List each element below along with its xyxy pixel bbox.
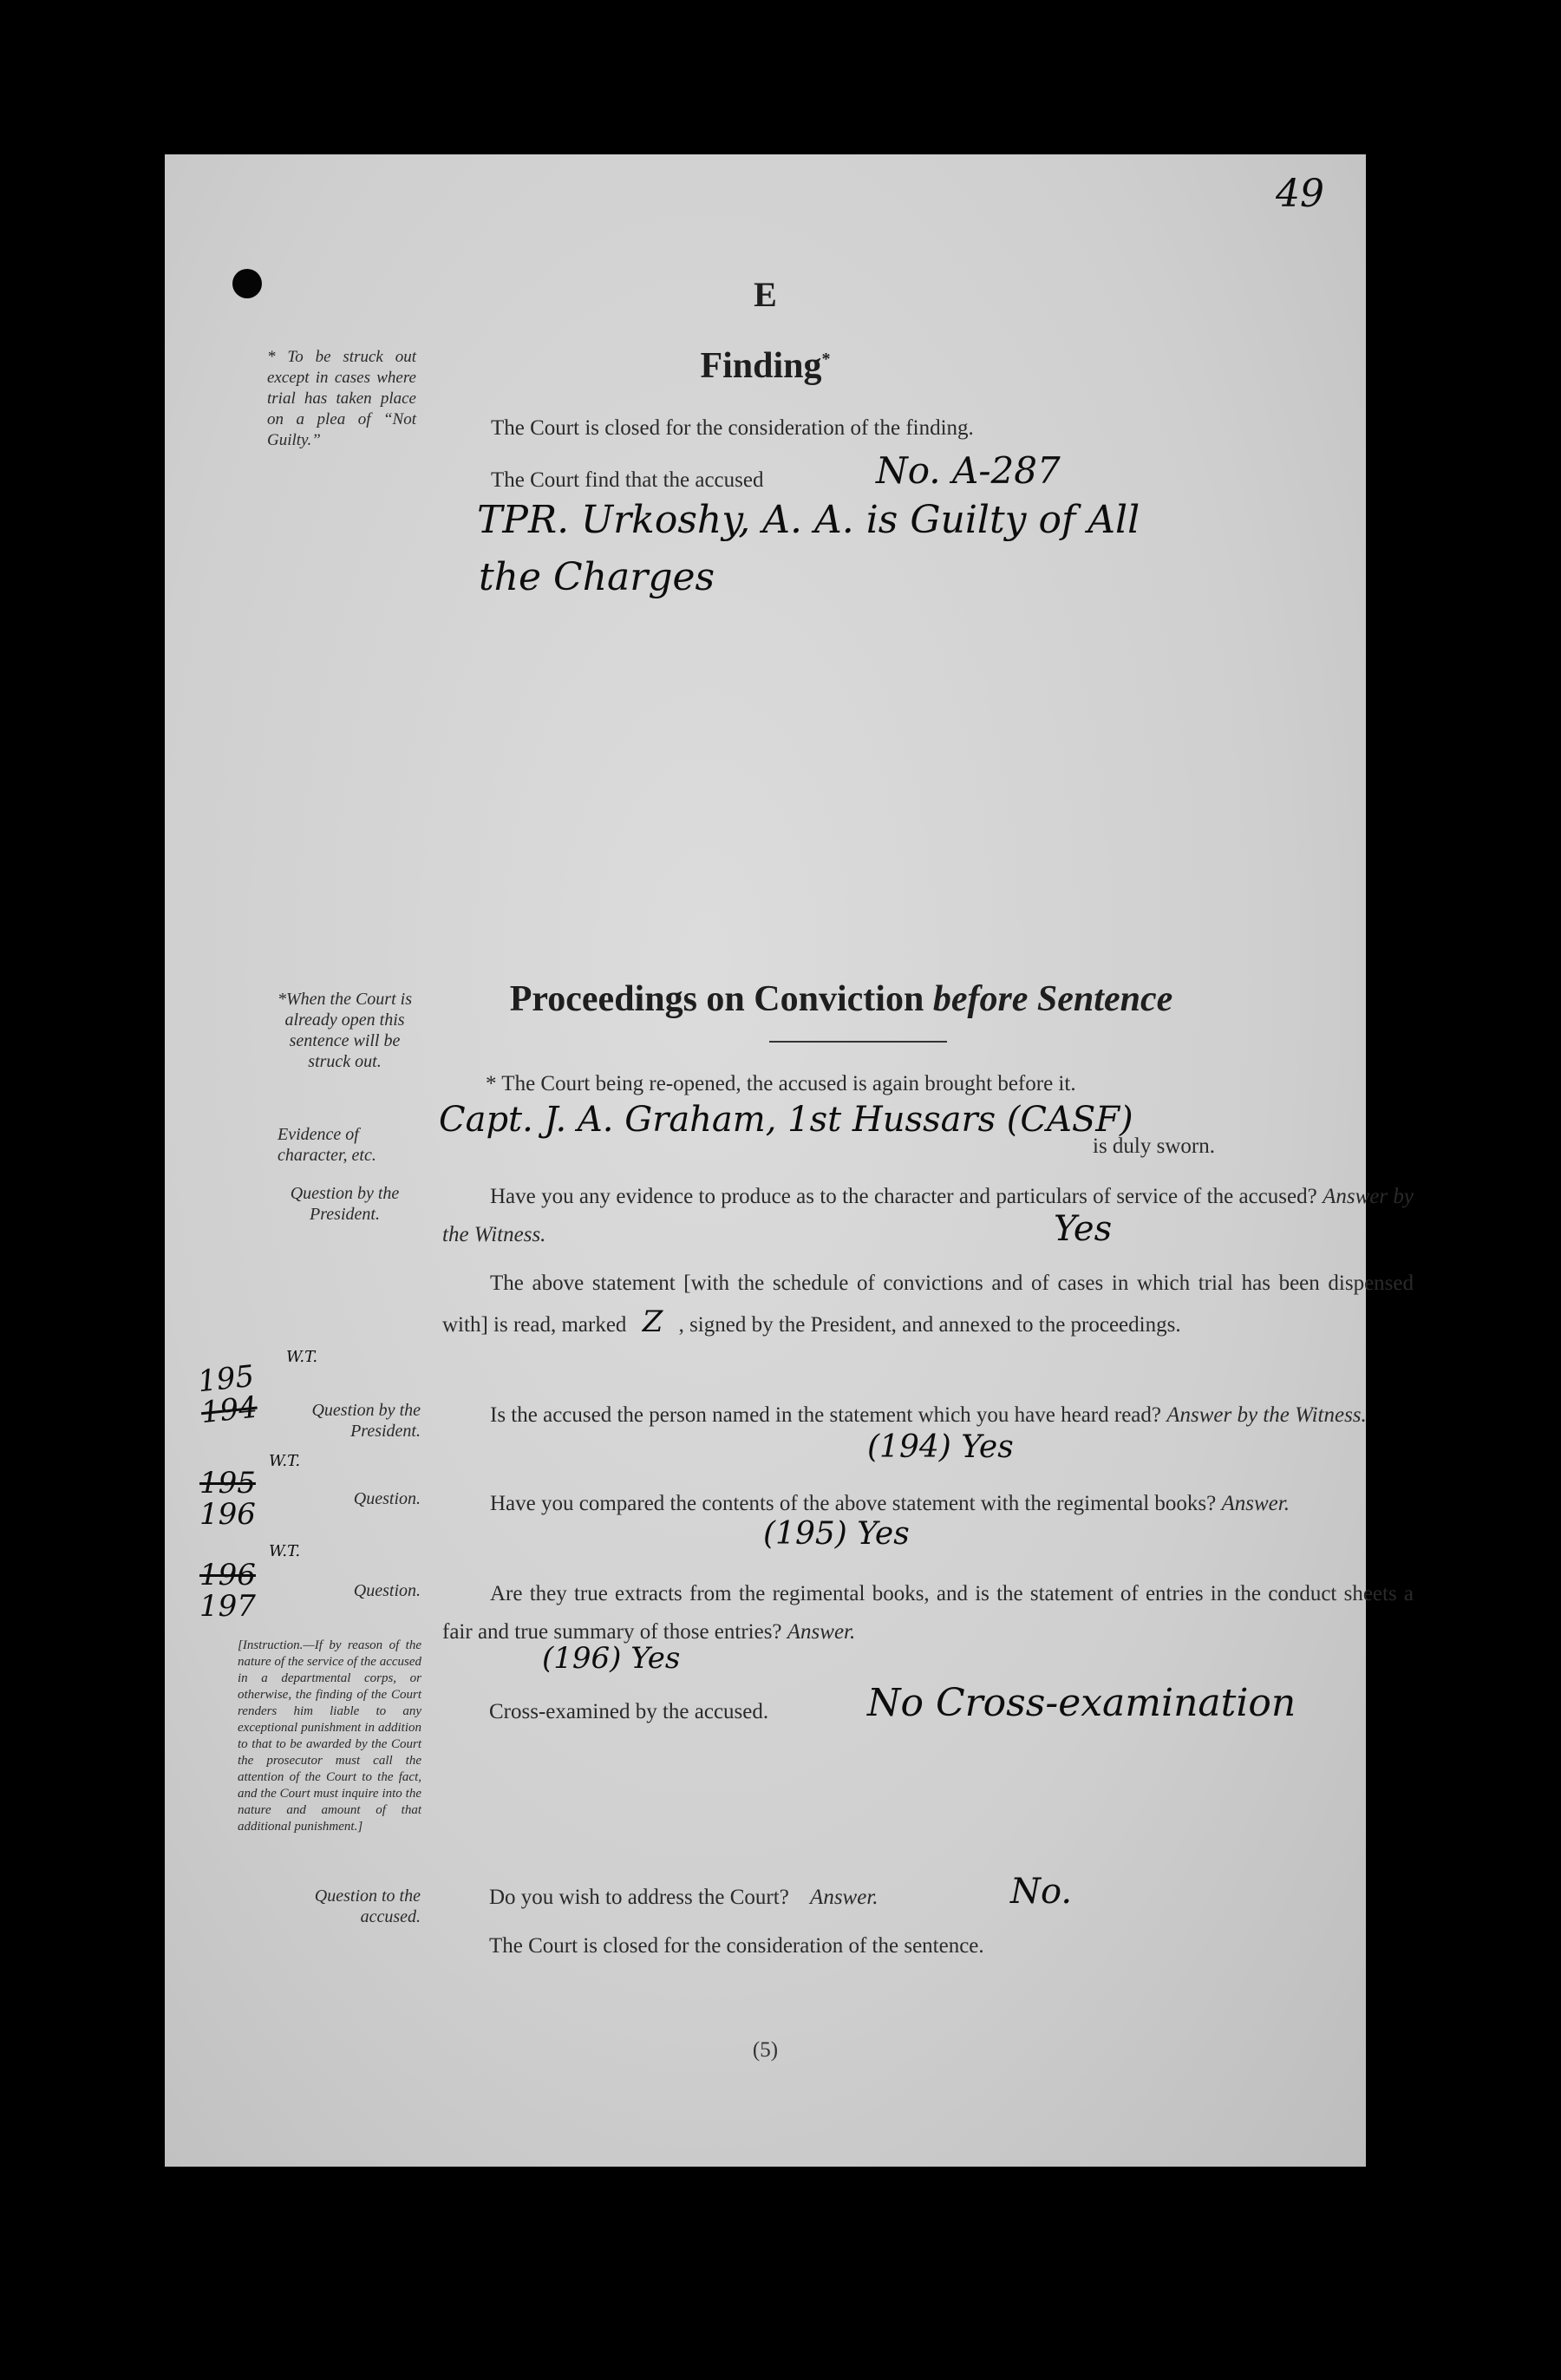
handwritten-finding-line-2: the Charges bbox=[479, 555, 715, 599]
finding-margin-note: * To be struck out except in cases where trial has taken place on a plea of “Not Guilty.” bbox=[267, 348, 416, 449]
margin-reopen-note: *When the Court is already open this sentence will be struck out. bbox=[278, 990, 412, 1071]
handwritten-page-number: 49 bbox=[1276, 172, 1324, 216]
handwritten-finding-line: TPR. Urkoshy, A. A. is Guilty of All bbox=[477, 498, 1140, 542]
margin-question-3: Question. bbox=[353, 1489, 421, 1508]
question-1-text: Have you any evidence to produce as to the character and particulars of service of the accused? bbox=[490, 1185, 1317, 1208]
handwritten-mark: Z bbox=[642, 1304, 663, 1339]
question-1 bbox=[442, 1178, 1414, 1254]
finding-line-accused bbox=[491, 468, 763, 493]
margin-number-197: 197 bbox=[199, 1589, 256, 1624]
margin-annotation-3 bbox=[199, 1559, 256, 1622]
margin-number-196: 196 bbox=[199, 1497, 256, 1532]
handwritten-accused-number: No. A-287 bbox=[876, 449, 1061, 492]
margin-instruction: [Instruction.—If by reason of the nature of the service of the accused in a departmental corps, or otherwise, the finding of the Court renders him liable to any exceptional punishment in addition to that to be awarded by the Court the prosecutor must call the attention of the Court to the fact, and the Court must inquire into the nature and amount of that additional punishment.] bbox=[238, 1638, 421, 1834]
finding-heading-text: Finding bbox=[700, 346, 822, 386]
margin-question-president-1: Question by the President. bbox=[290, 1184, 400, 1224]
handwritten-witness: Capt. J. A. Graham, 1st Hussars (CASF) bbox=[439, 1100, 1133, 1140]
address-court-line bbox=[489, 1886, 878, 1910]
margin-number-194-struck: 194 bbox=[199, 1389, 259, 1431]
margin-annotation-2 bbox=[199, 1468, 256, 1530]
document-page bbox=[165, 154, 1414, 2167]
margin-evidence: Evidence of character, etc. bbox=[278, 1125, 376, 1165]
address-answer-label: Answer. bbox=[810, 1886, 878, 1909]
finding-line-closed: The Court is closed for the consideration of the finding. bbox=[491, 416, 974, 440]
court-closed-sentence: The Court is closed for the consideration of the sentence. bbox=[489, 1934, 984, 1958]
cross-examined-line: Cross-examined by the accused. bbox=[489, 1700, 769, 1723]
reopened-line: * The Court being re-opened, the accused is again brought before it. bbox=[486, 1072, 1076, 1095]
margin-question-4: Question. bbox=[353, 1581, 421, 1600]
address-court-text: Do you wish to address the Court? bbox=[489, 1886, 789, 1909]
margin-initials-3: W.T. bbox=[269, 1542, 301, 1560]
statement-text-a: The above statement [with the schedule of convictions and of cases in which trial has been dispensed with] is read, marked bbox=[442, 1272, 1414, 1337]
proceedings-heading-italic: before Sentence bbox=[932, 979, 1173, 1019]
witness-sworn: is duly sworn. bbox=[1093, 1134, 1215, 1158]
handwritten-address-answer: No. bbox=[1010, 1872, 1073, 1912]
statement-text-b: , signed by the President, and annexed to the proceedings. bbox=[678, 1313, 1181, 1337]
margin-number-195: 195 bbox=[196, 1358, 256, 1400]
question-3 bbox=[442, 1485, 1414, 1523]
margin-initials-1: W.T. bbox=[286, 1348, 318, 1366]
proceedings-heading-bold: Proceedings on Conviction bbox=[509, 979, 924, 1019]
question-4-text: Are they true extracts from the regimental books, and is the statement of entries in the conduct sheets a fair and true summary of those entries? bbox=[442, 1582, 1414, 1644]
section-letter: E bbox=[754, 275, 777, 314]
margin-number-196-struck: 196 bbox=[199, 1558, 256, 1592]
margin-annotation-1 bbox=[196, 1358, 259, 1431]
margin-number-195-struck: 195 bbox=[199, 1466, 256, 1501]
question-2-answer-label: Answer by the Witness. bbox=[1166, 1403, 1367, 1427]
page-footer-number: (5) bbox=[752, 2038, 779, 2062]
question-4 bbox=[442, 1575, 1414, 1651]
handwritten-cross-examination: No Cross-examination bbox=[867, 1681, 1296, 1725]
finding-heading-mark: * bbox=[821, 350, 831, 369]
handwritten-answer-3: (195) Yes bbox=[763, 1516, 910, 1552]
finding-accused-printed: The Court find that the accused bbox=[491, 468, 764, 492]
margin-question-president-2: Question by the President. bbox=[311, 1401, 421, 1441]
handwritten-answer-1: Yes bbox=[1054, 1209, 1113, 1249]
margin-question-accused: Question to the accused. bbox=[314, 1886, 421, 1926]
question-1-answer-label: Answer by the Witness. bbox=[442, 1185, 1414, 1246]
handwritten-answer-4: (196) Yes bbox=[542, 1641, 681, 1676]
margin-initials-2: W.T. bbox=[269, 1452, 301, 1470]
handwritten-answer-2: (194) Yes bbox=[867, 1429, 1014, 1465]
statement-paragraph bbox=[442, 1265, 1414, 1344]
question-3-text: Have you compared the contents of the above statement with the regimental books? bbox=[490, 1492, 1217, 1515]
heading-rule bbox=[769, 1041, 947, 1043]
question-3-answer-label: Answer. bbox=[1221, 1492, 1290, 1515]
question-2-text: Is the accused the person named in the statement which you have heard read? bbox=[490, 1403, 1161, 1427]
question-4-answer-label: Answer. bbox=[787, 1620, 856, 1644]
